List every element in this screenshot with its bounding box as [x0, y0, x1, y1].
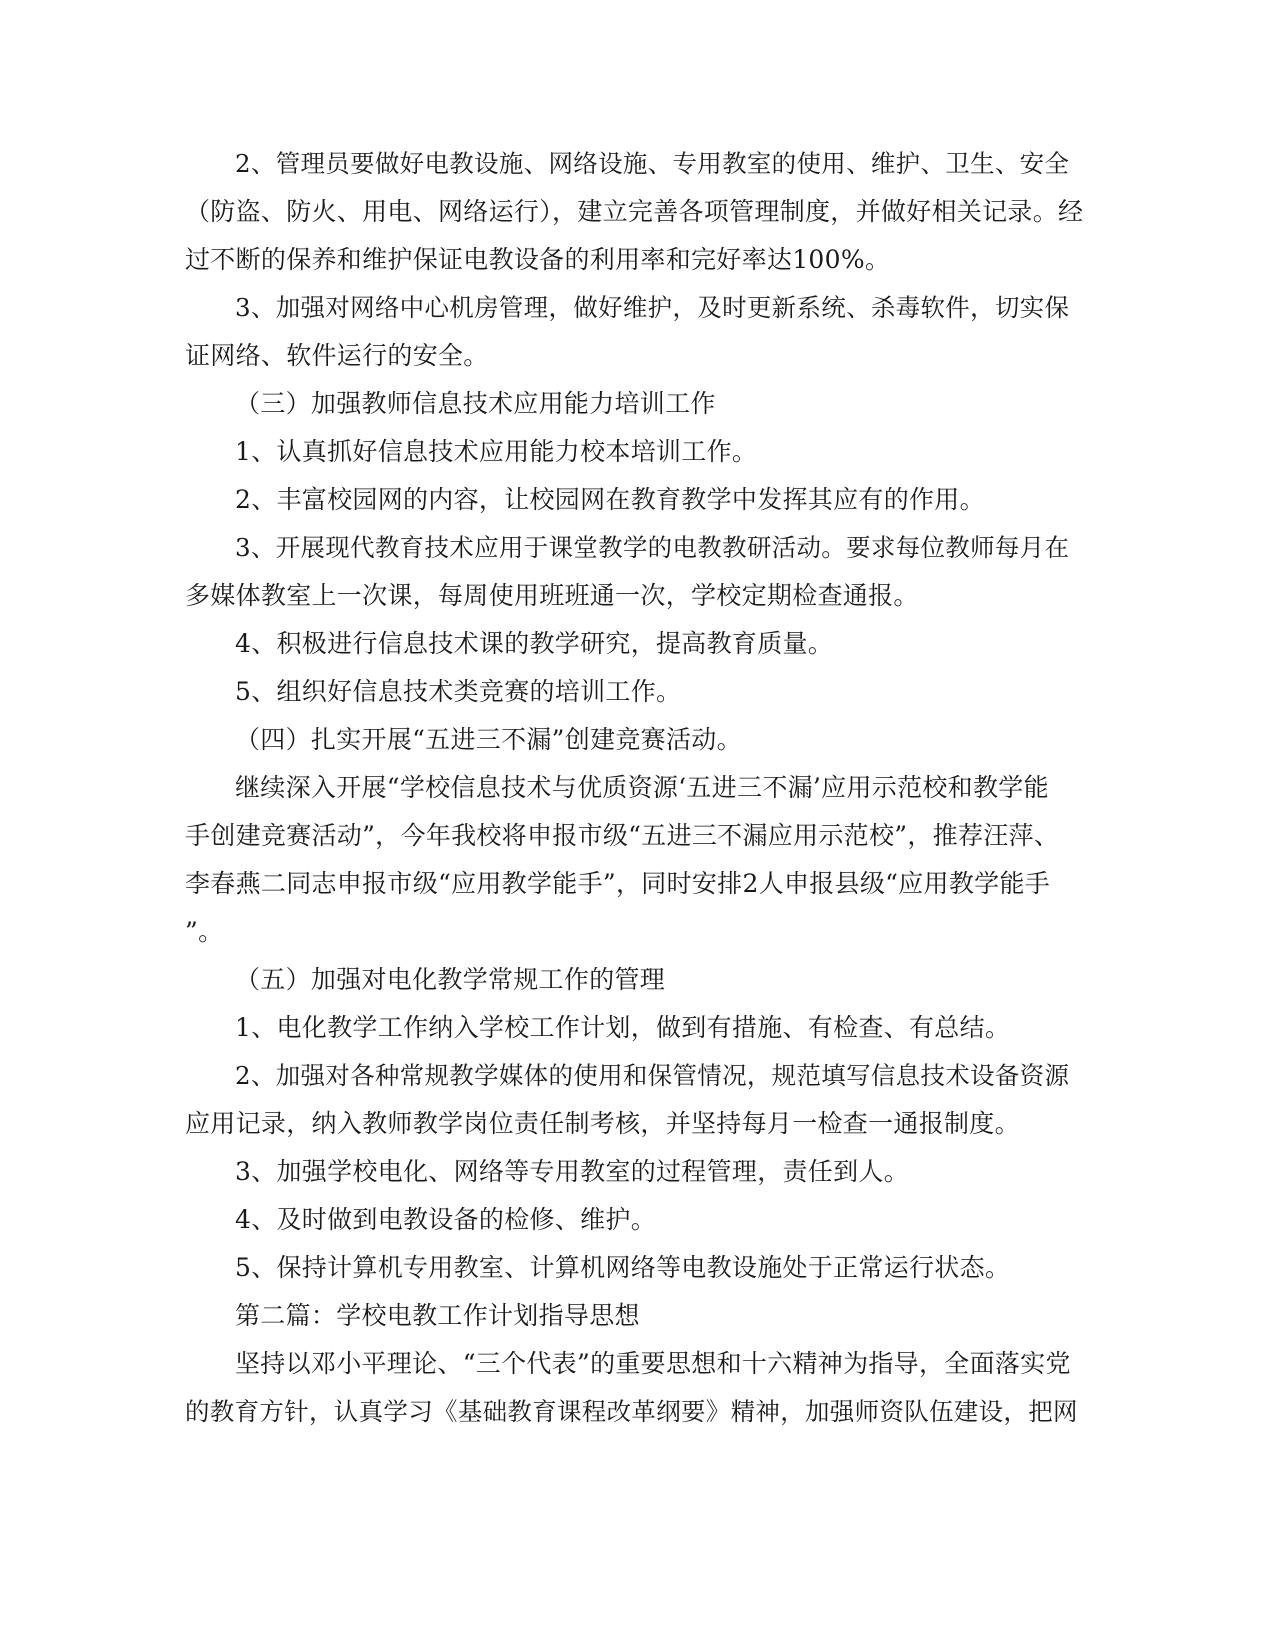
paragraph-line: 坚持以邓小平理论、“三个代表”的重要思想和十六精神为指导，全面落实党	[235, 1349, 1071, 1378]
paragraph-line: 证网络、软件运行的安全。	[185, 341, 489, 370]
paragraph-line: 的教育方针，认真学习《基础教育课程改革纲要》精神，加强师资队伍建设，把网	[185, 1397, 1078, 1426]
section-heading: （五）加强对电化教学常规工作的管理	[235, 965, 666, 994]
paragraph-line: 应用记录，纳入教师教学岗位责任制考核，并坚持每月一检查一通报制度。	[185, 1109, 1020, 1138]
section-heading: （四）扎实开展“五进三不漏”创建竞赛活动。	[235, 725, 742, 754]
paragraph-line: 1、认真抓好信息技术应用能力校本培训工作。	[235, 437, 758, 466]
paragraph-line: ”。	[185, 917, 224, 946]
document-body	[185, 140, 1085, 1436]
paragraph-line: 过不断的保养和维护保证电教设备的利用率和完好率达100%。	[185, 245, 891, 274]
paragraph-line: 多媒体教室上一次课，每周使用班班通一次，学校定期检查通报。	[185, 581, 919, 610]
paragraph-line: 2、管理员要做好电教设施、网络设施、专用教室的使用、维护、卫生、安全	[235, 149, 1070, 178]
paragraph-line: 2、丰富校园网的内容，让校园网在教育教学中发挥其应有的作用。	[235, 485, 985, 514]
paragraph-line: 3、开展现代教育技术应用于课堂教学的电教教研活动。要求每位教师每月在	[235, 533, 1070, 562]
paragraph-line: 4、及时做到电教设备的检修、维护。	[235, 1205, 657, 1234]
paragraph-line: 2、加强对各种常规教学媒体的使用和保管情况，规范填写信息技术设备资源	[235, 1061, 1070, 1090]
paragraph-line: 1、电化教学工作纳入学校工作计划，做到有措施、有检查、有总结。	[235, 1013, 1011, 1042]
paragraph-line: 4、积极进行信息技术课的教学研究，提高教育质量。	[235, 629, 834, 658]
paragraph-line: 手创建竞赛活动”，今年我校将申报市级“五进三不漏应用示范校”，推荐汪萍、	[185, 821, 1060, 850]
paragraph-line: （防盗、防火、用电、网络运行），建立完善各项管理制度，并做好相关记录。经	[185, 197, 1084, 226]
paragraph-line: 3、加强学校电化、网络等专用教室的过程管理，责任到人。	[235, 1157, 910, 1186]
paragraph-line: 5、保持计算机专用教室、计算机网络等电教设施处于正常运行状态。	[235, 1253, 1011, 1282]
chapter-heading: 第二篇：学校电教工作计划指导思想	[235, 1301, 640, 1330]
paragraph-line: 3、加强对网络中心机房管理，做好维护，及时更新系统、杀毒软件，切实保	[235, 293, 1070, 322]
paragraph-line: 5、组织好信息技术类竞赛的培训工作。	[235, 677, 682, 706]
section-heading: （三）加强教师信息技术应用能力培训工作	[235, 389, 716, 418]
paragraph-line: 李春燕二同志申报市级“应用教学能手”，同时安排2人申报县级“应用教学能手	[185, 869, 1051, 898]
paragraph-line: 继续深入开展“学校信息技术与优质资源‘五进三不漏’应用示范校和教学能	[235, 773, 1049, 802]
